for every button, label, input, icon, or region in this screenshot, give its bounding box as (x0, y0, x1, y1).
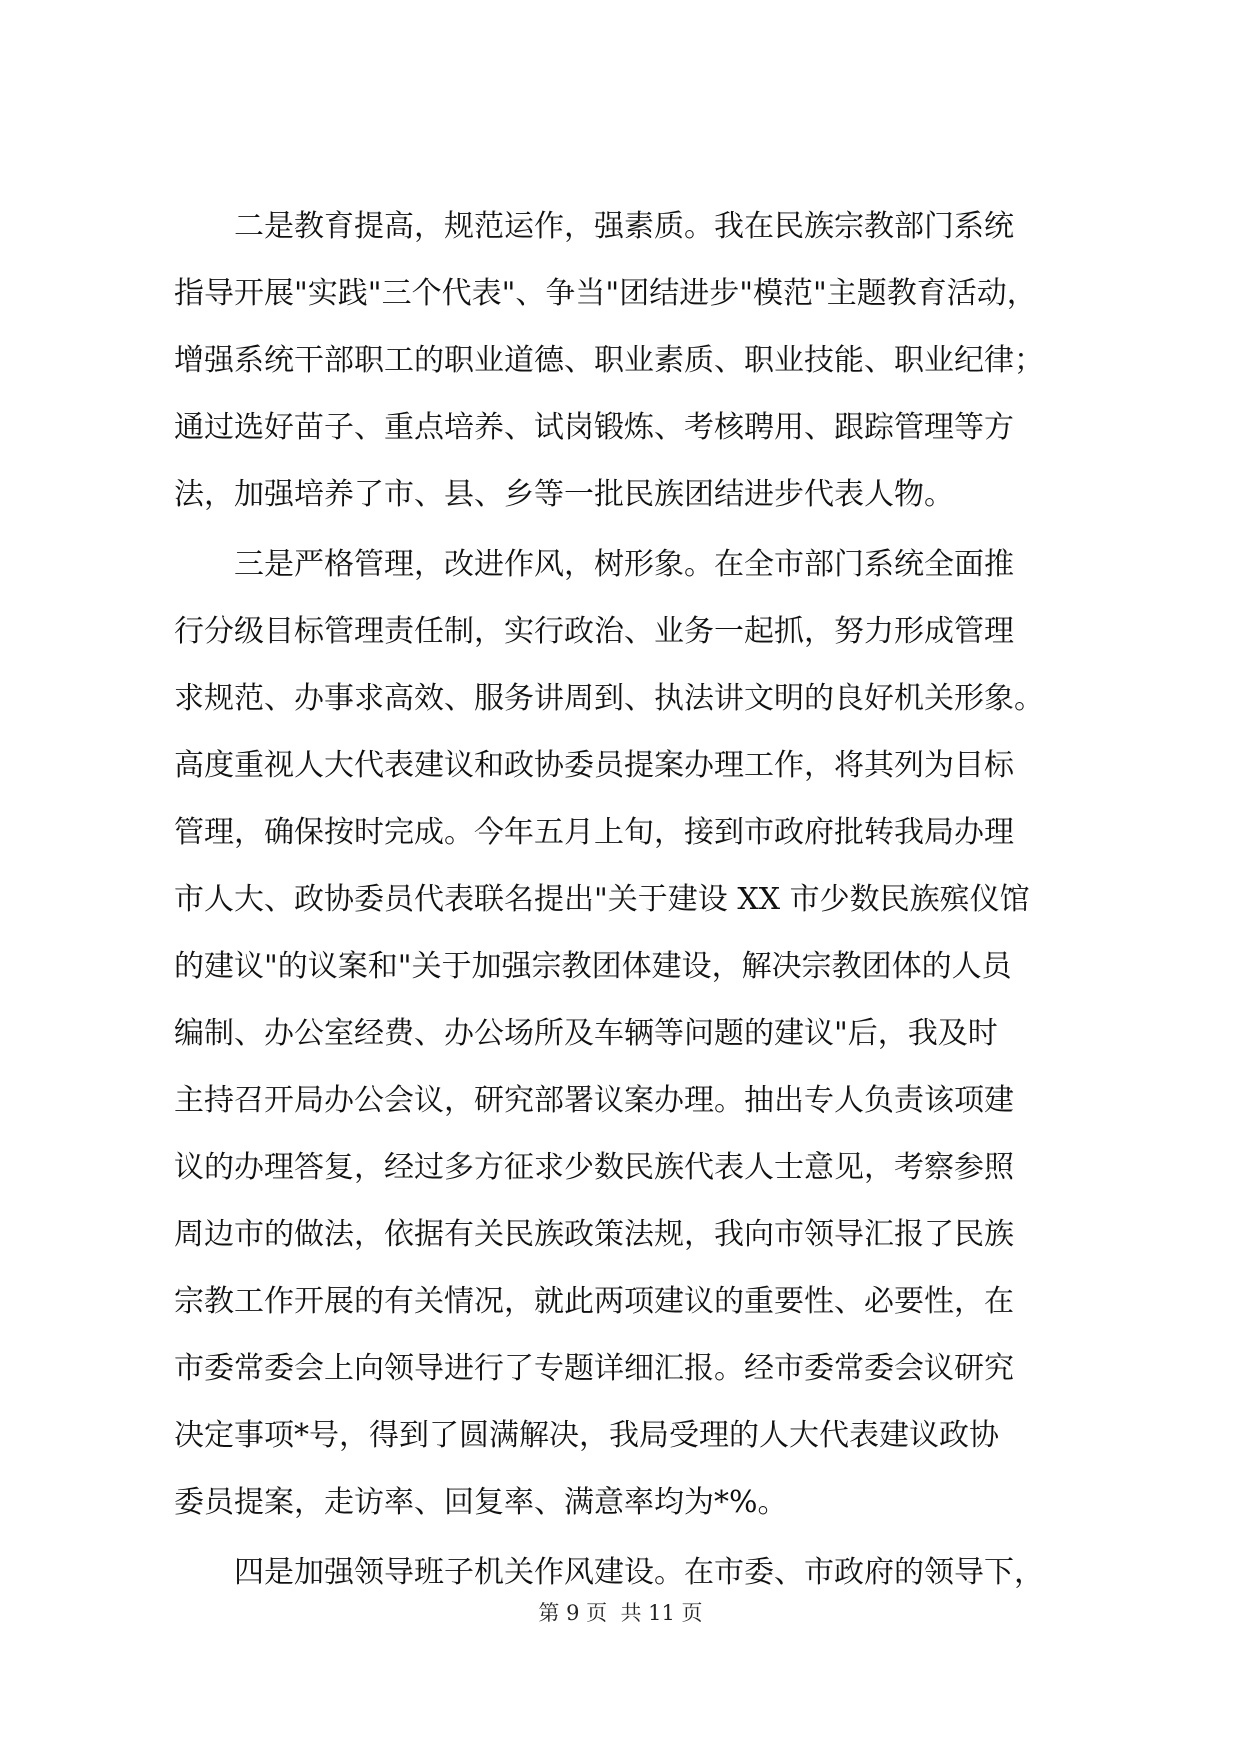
line-text: 求规范、办事求高效、服务讲周到、执法讲文明的良好机关形象。 (174, 681, 1044, 716)
line-text: 增强系统干部职工的职业道德、职业素质、职业技能、职业纪律； (174, 343, 1044, 378)
paragraph-2-line-9 (0, 1071, 1241, 1131)
paragraph-2-line-2 (0, 602, 1241, 662)
line-text: 二是教育提高，规范运作，强素质。我在民族宗教部门系统 (234, 209, 1014, 244)
paragraph-2-line-12 (0, 1272, 1241, 1332)
paragraph-2-line-1 (0, 535, 1241, 595)
line-text: 行分级目标管理责任制，实行政治、业务一起抓，努力形成管理 (174, 614, 1014, 649)
paragraph-2-line-7 (0, 937, 1241, 997)
paragraph-2-line-13 (0, 1339, 1241, 1399)
line-text: 周边市的做法，依据有关民族政策法规，我向市领导汇报了民族 (174, 1217, 1014, 1252)
line-text: 委员提案，走访率、回复率、满意率均为*%。 (174, 1485, 788, 1520)
paragraph-1-line-3 (0, 331, 1241, 391)
line-text: 编制、办公室经费、办公场所及车辆等问题的建议"后，我及时 (174, 1016, 998, 1051)
paragraph-2-line-8 (0, 1004, 1241, 1064)
paragraph-2-line-14 (0, 1406, 1241, 1466)
line-text: 高度重视人大代表建议和政协委员提案办理工作，将其列为目标 (174, 748, 1014, 783)
line-text: 市委常委会上向领导进行了专题详细汇报。经市委常委会议研究 (174, 1351, 1014, 1386)
line-text: 决定事项*号，得到了圆满解决，我局受理的人大代表建议政协 (174, 1418, 999, 1453)
line-text: 市人大、政协委员代表联名提出"关于建设 XX 市少数民族殡仪馆 (174, 882, 1030, 917)
paragraph-1-line-4 (0, 398, 1241, 458)
paragraph-2-line-11 (0, 1205, 1241, 1265)
line-text: 指导开展"实践"三个代表"、争当"团结进步"模范"主题教育活动， (174, 276, 1037, 311)
paragraph-2-line-6 (0, 870, 1241, 930)
line-text: 主持召开局办公会议，研究部署议案办理。抽出专人负责该项建 (174, 1083, 1014, 1118)
line-text: 法，加强培养了市、县、乡等一批民族团结进步代表人物。 (174, 477, 954, 512)
paragraph-2-line-10 (0, 1138, 1241, 1198)
page-number-footer: 第 9 页 共 11 页 (538, 1601, 703, 1625)
line-text: 通过选好苗子、重点培养、试岗锻炼、考核聘用、跟踪管理等方 (174, 410, 1014, 445)
paragraph-2-line-5 (0, 803, 1241, 863)
line-text: 三是严格管理，改进作风，树形象。在全市部门系统全面推 (234, 547, 1014, 582)
paragraph-2-line-15 (0, 1473, 1241, 1533)
paragraph-2-line-3 (0, 669, 1241, 729)
line-text: 管理，确保按时完成。今年五月上旬，接到市政府批转我局办理 (174, 815, 1014, 850)
line-text: 议的办理答复，经过多方征求少数民族代表人士意见，考察参照 (174, 1150, 1014, 1185)
paragraph-1-line-5 (0, 465, 1241, 525)
paragraph-1-line-2 (0, 264, 1241, 324)
paragraph-2-line-4 (0, 736, 1241, 796)
line-text: 四是加强领导班子机关作风建设。在市委、市政府的领导下， (234, 1555, 1044, 1590)
line-text: 的建议"的议案和"关于加强宗教团体建设，解决宗教团体的人员 (174, 949, 1012, 984)
line-text: 宗教工作开展的有关情况，就此两项建议的重要性、必要性，在 (174, 1284, 1014, 1319)
paragraph-1-line-1 (0, 197, 1241, 257)
